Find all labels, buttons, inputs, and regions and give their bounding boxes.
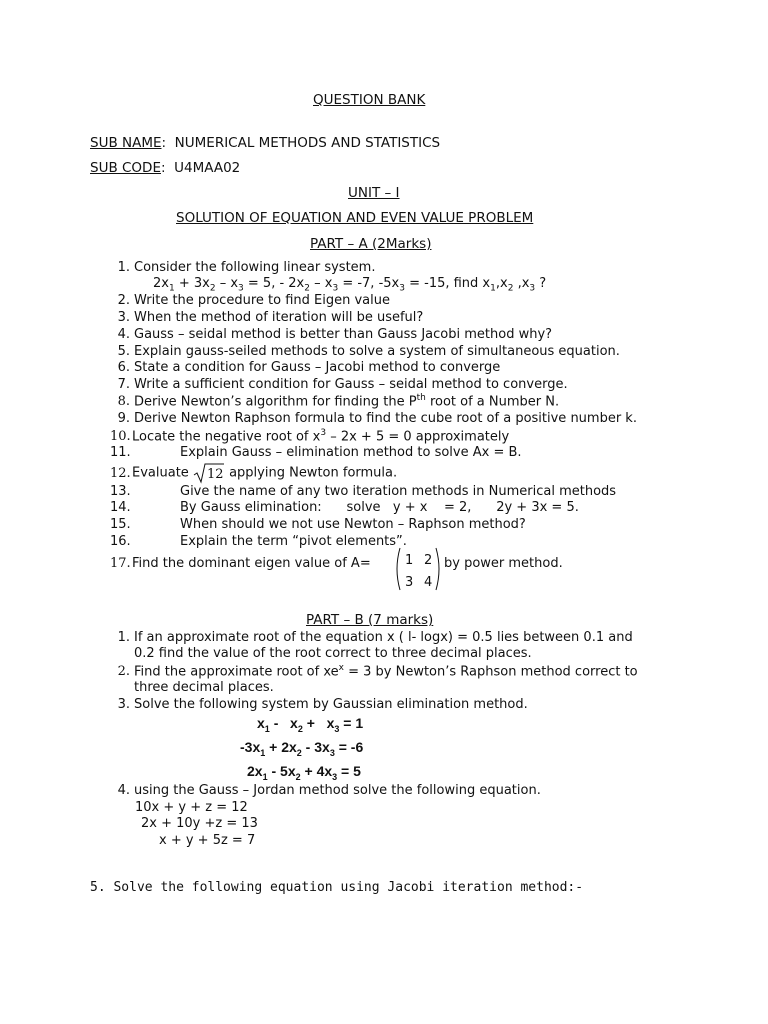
list-item: 5. Explain gauss-seiled methods to solve a system of simultaneous equation. (117, 344, 620, 359)
list-item: 8. Derive Newton’s algorithm for finding the $P^{th}$ root of a Number N. (117, 393, 560, 410)
part-b-heading: PART – B (7 marks) (306, 612, 434, 628)
unit-title: SOLUTION OF EQUATION AND EVEN VALUE PROBLEM (176, 210, 534, 226)
question-5: 5. Solve the following equation using Jacobi iteration method:- (90, 880, 584, 895)
list-item: 3. When the method of iteration will be useful? (117, 310, 424, 325)
sub-code-value: U4MAA02 (174, 160, 241, 176)
list-item: 1. If an approximate root of the equation x ( l- logx) = 0.5 lies between 0.1 and (117, 630, 633, 645)
list-item: 12.Evaluate 12 applying Newton formula. (110, 462, 397, 484)
list-item: 14. By Gauss elimination: solve y + x = 2, 2y + 3x = 5. (110, 500, 579, 515)
page-title: QUESTION BANK (313, 92, 426, 108)
list-item-continuation: three decimal places. (134, 680, 274, 695)
list-item: 16. Explain the term “pivot elements”. (110, 534, 407, 549)
gauss-equation-1: $x_1 - x_2 + x_3 = 1$ (257, 715, 364, 734)
list-item: 1. Consider the following linear system. (117, 260, 376, 275)
q1-linear-system: $2x_1 + 3x_2 - x_3 = 5$, - $2x_2 - x_3 = -7$, $-5x_3 = -15$, find $x_1,x_2$ $,x_3$ ? (153, 276, 547, 294)
gauss-equation-3: $2x_1 - 5x_2 + 4x_3 = 5$ (247, 763, 361, 782)
svg-text:1: 1 (405, 553, 414, 568)
list-item: 7. Write a sufficient condition for Gauss – seidal method to converge. (117, 377, 568, 392)
jordan-equation-1: 10x + y + z = 12 (135, 800, 248, 815)
part-a-heading: PART – A (2Marks) (310, 236, 432, 252)
list-item: 15. When should we not use Newton – Raphson method? (110, 517, 526, 532)
list-item: 4. Gauss – seidal method is better than Gauss Jacobi method why? (117, 327, 553, 342)
list-item-continuation: 0.2 find the value of the root correct to three decimal places. (134, 646, 532, 661)
subject-name-line: SUB NAME: NUMERICAL METHODS AND STATISTICS (90, 135, 441, 151)
sub-code-label: SUB CODE (90, 160, 161, 176)
list-item: 3. Solve the following system by Gaussian elimination method. (117, 697, 528, 712)
svg-text:3: 3 (405, 575, 414, 590)
list-item: 9. Derive Newton Raphson formula to find the cube root of a positive number k. (117, 411, 637, 426)
list-item: 6. State a condition for Gauss – Jacobi method to converge (117, 360, 501, 375)
svg-text:2: 2 (424, 553, 433, 568)
list-item: 10.Locate the negative root of $x^3 - 2x + 5 = 0$ approximately (110, 428, 510, 445)
subject-code-line: SUB CODE: U4MAA02 (90, 160, 241, 176)
sub-name-label: SUB NAME (90, 135, 162, 151)
unit-heading: UNIT – I (348, 185, 400, 201)
gauss-equation-2: $-3x_1 + 2x_2 - 3x_3 = -6$ (240, 739, 364, 758)
matrix-a (394, 546, 442, 592)
svg-text:12: 12 (206, 467, 224, 482)
square-root-icon (193, 462, 225, 484)
sub-name-value: NUMERICAL METHODS AND STATISTICS (174, 135, 441, 151)
list-item: 2. Find the approximate root of $xe^x = 3$ by Newton’s Raphson method correct to (117, 663, 638, 680)
q17-tail: by power method. (444, 556, 563, 571)
list-item: 17.Find the dominant eigen value of A= (110, 556, 371, 571)
list-item: 11. Explain Gauss – elimination method to solve Ax = B. (110, 445, 522, 460)
list-item: 4. using the Gauss – Jordan method solve the following equation. (117, 783, 541, 798)
list-item: 13. Give the name of any two iteration methods in Numerical methods (110, 484, 617, 499)
jordan-equation-3: x + y + 5z = 7 (159, 833, 256, 848)
jordan-equation-2: 2x + 10y +z = 13 (141, 816, 258, 831)
list-item: 2. Write the procedure to find Eigen value (117, 293, 390, 308)
svg-text:4: 4 (424, 575, 433, 590)
